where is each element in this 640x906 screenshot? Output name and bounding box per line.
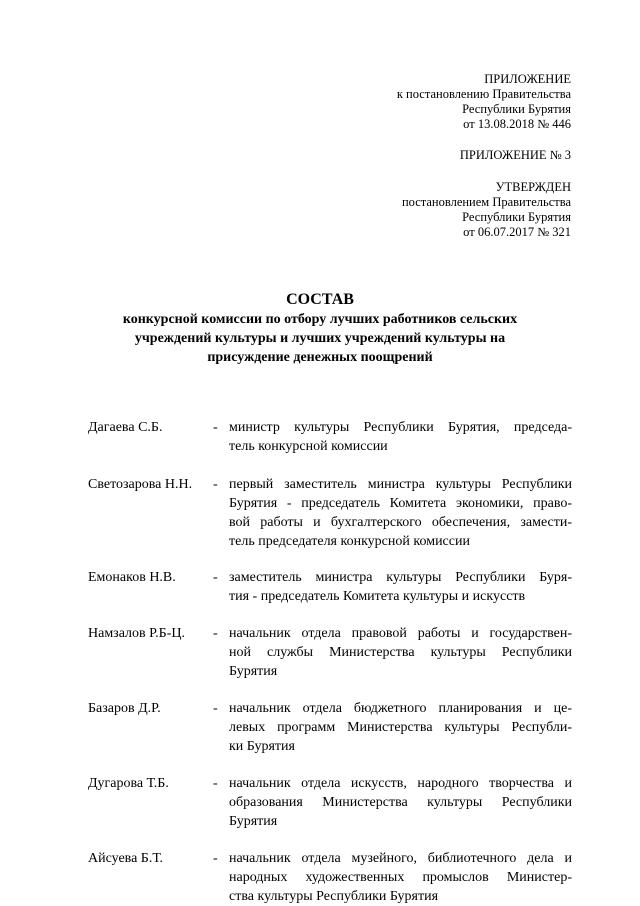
- approved-label: УТВЕРЖДЕН: [495, 180, 571, 194]
- title-main: СОСТАВ: [286, 291, 354, 308]
- member-role-line: народных художественных промыслов Министер-: [229, 870, 572, 885]
- approved-header: [402, 180, 571, 240]
- approved-resolution-line: постановлением Правительства: [401, 195, 571, 209]
- member-role-line: вой работы и бухгалтерского обеспечения, замести-: [229, 515, 572, 530]
- title-subtitle-line: присуждение денежных поощрений: [207, 350, 433, 365]
- member-role-line: начальник отдела бюджетного планирования и це-: [229, 701, 572, 716]
- member-role: [229, 849, 572, 906]
- member-row: [88, 568, 572, 606]
- title-subtitle: [0, 310, 640, 367]
- title-subtitle-line: учреждений культуры и лучших учреждений культуры на: [134, 331, 506, 346]
- appendix3-label: ПРИЛОЖЕНИЕ № 3: [459, 148, 571, 162]
- member-dash: -: [213, 626, 218, 641]
- member-row: [88, 475, 572, 551]
- member-role-line: министр культуры Республики Бурятия, председа-: [229, 420, 572, 435]
- member-role-line: левых программ Министерства культуры Республи-: [229, 720, 572, 735]
- appendix-resolution-line: к постановлению Правительства: [396, 87, 571, 101]
- commission-members-list: [88, 400, 572, 906]
- member-role: [229, 475, 572, 551]
- member-dash: -: [213, 570, 218, 585]
- member-role-line: Бурятия - председатель Комитета экономики, право-: [229, 496, 572, 511]
- member-row: [88, 699, 572, 756]
- member-dash: -: [213, 851, 218, 866]
- member-role-line: тель конкурсной комиссии: [229, 439, 388, 454]
- member-name: Дугарова Т.Б.: [88, 776, 169, 791]
- member-role: [229, 774, 572, 831]
- member-role-line: первый заместитель министра культуры Республики: [229, 477, 572, 492]
- member-name: Базаров Д.Р.: [88, 701, 161, 716]
- member-name: Дагаева С.Б.: [88, 420, 163, 435]
- member-dash: -: [213, 477, 218, 492]
- member-name: Светозарова Н.Н.: [88, 477, 193, 492]
- member-name: Айсуева Б.Т.: [88, 851, 163, 866]
- member-role: [229, 568, 572, 606]
- member-role-line: тель председателя конкурсной комиссии: [229, 534, 470, 549]
- member-role-line: тия - председатель Комитета культуры и искусств: [229, 589, 526, 604]
- approved-date-number: от 06.07.2017 № 321: [463, 225, 571, 239]
- member-role-line: Бурятия: [229, 664, 278, 679]
- member-role: [229, 624, 572, 681]
- member-role-line: начальник отдела музейного, библиотечного дела и: [229, 851, 572, 866]
- title-subtitle-line: конкурсной комиссии по отбору лучших работников сельских: [122, 312, 518, 327]
- member-row: [88, 418, 572, 456]
- member-dash: -: [213, 776, 218, 791]
- member-role-line: Бурятия: [229, 814, 278, 829]
- member-row: [88, 849, 572, 906]
- member-role: [229, 699, 572, 756]
- member-role-line: заместитель министра культуры Республики Буря-: [229, 570, 572, 585]
- document-title: [0, 290, 640, 367]
- member-dash: -: [213, 420, 218, 435]
- approved-republic-line: Республики Бурятия: [462, 210, 571, 224]
- member-name: Намзалов Р.Б-Ц.: [88, 626, 185, 641]
- member-role: [229, 418, 572, 456]
- member-role-line: ки Бурятия: [229, 739, 295, 754]
- appendix-republic-line: Республики Бурятия: [462, 102, 571, 116]
- appendix3-header: [460, 148, 571, 163]
- appendix-date-number: от 13.08.2018 № 446: [463, 117, 571, 131]
- member-role-line: начальник отдела правовой работы и государствен-: [229, 626, 572, 641]
- member-dash: -: [213, 701, 218, 716]
- member-row: [88, 774, 572, 831]
- member-role-line: начальник отдела искусств, народного творчества и: [229, 776, 572, 791]
- member-name: Емонаков Н.В.: [88, 570, 176, 585]
- appendix-label: ПРИЛОЖЕНИЕ: [484, 72, 571, 86]
- member-role-line: ной службы Министерства культуры Республики: [229, 645, 572, 660]
- member-role-line: ства культуры Республики Бурятия: [229, 889, 439, 904]
- appendix-header: [397, 72, 571, 132]
- member-role-line: образования Министерства культуры Республики: [229, 795, 572, 810]
- member-row: [88, 624, 572, 681]
